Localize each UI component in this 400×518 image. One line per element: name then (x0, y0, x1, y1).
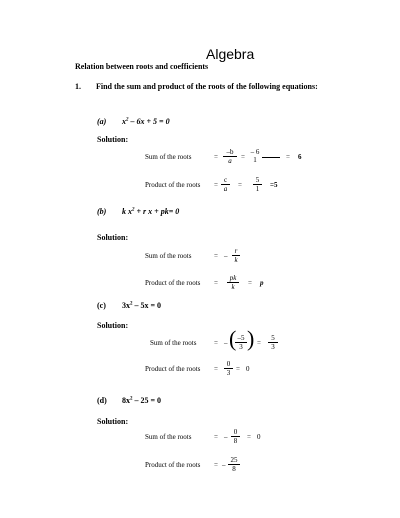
part-d-solution-label: Solution: (97, 417, 129, 426)
part-b-product-eq1: = (214, 279, 218, 287)
part-d-product-label: Product of the roots (145, 461, 201, 469)
part-b-sum-label: Sum of the roots (145, 252, 192, 260)
part-b-sum-fraction: r k (232, 247, 240, 264)
part-a-product-label: Product of the roots (145, 181, 201, 189)
part-d-product-minus: – (222, 461, 226, 469)
part-c-sum-minus: – (224, 339, 228, 347)
question-text: Find the sum and product of the roots of the following equations: (96, 82, 318, 91)
part-a-sum-eq3: = (286, 153, 290, 161)
part-a-sum-eq2: = (241, 153, 245, 161)
part-c-sum-label: Sum of the roots (150, 339, 197, 347)
part-d-sum-eq1: = (214, 433, 218, 441)
part-d-equation: $8x^2 - 25 = 0$ (122, 396, 162, 405)
part-a-sum-fraction-1: –b a (223, 148, 237, 165)
part-b-product-eq2: = (248, 279, 252, 287)
part-a-sum-rule (262, 157, 280, 158)
section-heading: Relation between roots and coefficients (75, 62, 209, 71)
part-c-sum-eq1: = (214, 339, 218, 347)
part-d-label: (d) (97, 396, 107, 405)
part-d-sum-label: Sum of the roots (145, 433, 192, 441)
part-a-product-eq1: = (214, 181, 218, 189)
part-c-solution-label: Solution: (97, 321, 129, 330)
part-a-sum-result: 6 (298, 153, 302, 161)
part-a-solution-label: Solution: (97, 135, 129, 144)
part-c-sum-fraction-1: –5 3 (235, 334, 247, 351)
part-d-sum-fraction: 0 8 (231, 428, 240, 445)
part-c-product-eq1: = (214, 365, 218, 373)
part-a-product-fraction-1: c a (221, 176, 230, 193)
part-a-product-result: =5 (270, 181, 278, 189)
left-paren: ( (229, 326, 237, 351)
part-a-sum-eq1: = (214, 153, 218, 161)
part-d-sum-minus: – (224, 433, 228, 441)
part-b-product-result: p (260, 279, 264, 287)
part-c-product-result: 0 (246, 365, 250, 373)
part-b-product-fraction: pk k (227, 274, 239, 291)
part-b-product-label: Product of the roots (145, 279, 201, 287)
part-b-sum-minus: – (224, 252, 228, 260)
part-a-label: (a) (97, 117, 107, 126)
part-b-sum-eq1: = (214, 252, 218, 260)
part-a-equation: $x^2 - 6x + 5 = 0$ (122, 117, 170, 126)
part-c-equation: $3x^2 - 5x = 0$ (122, 301, 162, 310)
part-c-sum-eq2: = (257, 339, 261, 347)
part-a-sum-fraction-2: – 6 1 (250, 148, 260, 164)
part-b-solution-label: Solution: (97, 233, 129, 242)
part-c-label: (c) (97, 301, 106, 310)
part-a-product-fraction-2: 5 1 (253, 176, 262, 193)
part-b-equation: k $x^2 + r$ x + pk= 0 (122, 207, 180, 216)
part-a-sum-label: Sum of the roots (145, 153, 192, 161)
part-c-product-label: Product of the roots (145, 365, 201, 373)
part-c-product-fraction: 0 3 (224, 360, 233, 377)
part-a-product-eq2: = (238, 181, 242, 189)
part-d-product-eq1: = (214, 461, 218, 469)
part-d-product-fraction: 25 8 (228, 456, 240, 473)
right-paren: ) (247, 326, 255, 351)
part-c-product-eq2: = (236, 365, 240, 373)
part-c-sum-fraction-2: 5 3 (268, 334, 278, 351)
question-number: 1. (75, 82, 81, 91)
part-d-sum-eq2: = (247, 433, 251, 441)
page-title: Algebra (206, 46, 255, 62)
part-d-sum-result: 0 (257, 433, 261, 441)
part-b-label: (b) (97, 207, 107, 216)
